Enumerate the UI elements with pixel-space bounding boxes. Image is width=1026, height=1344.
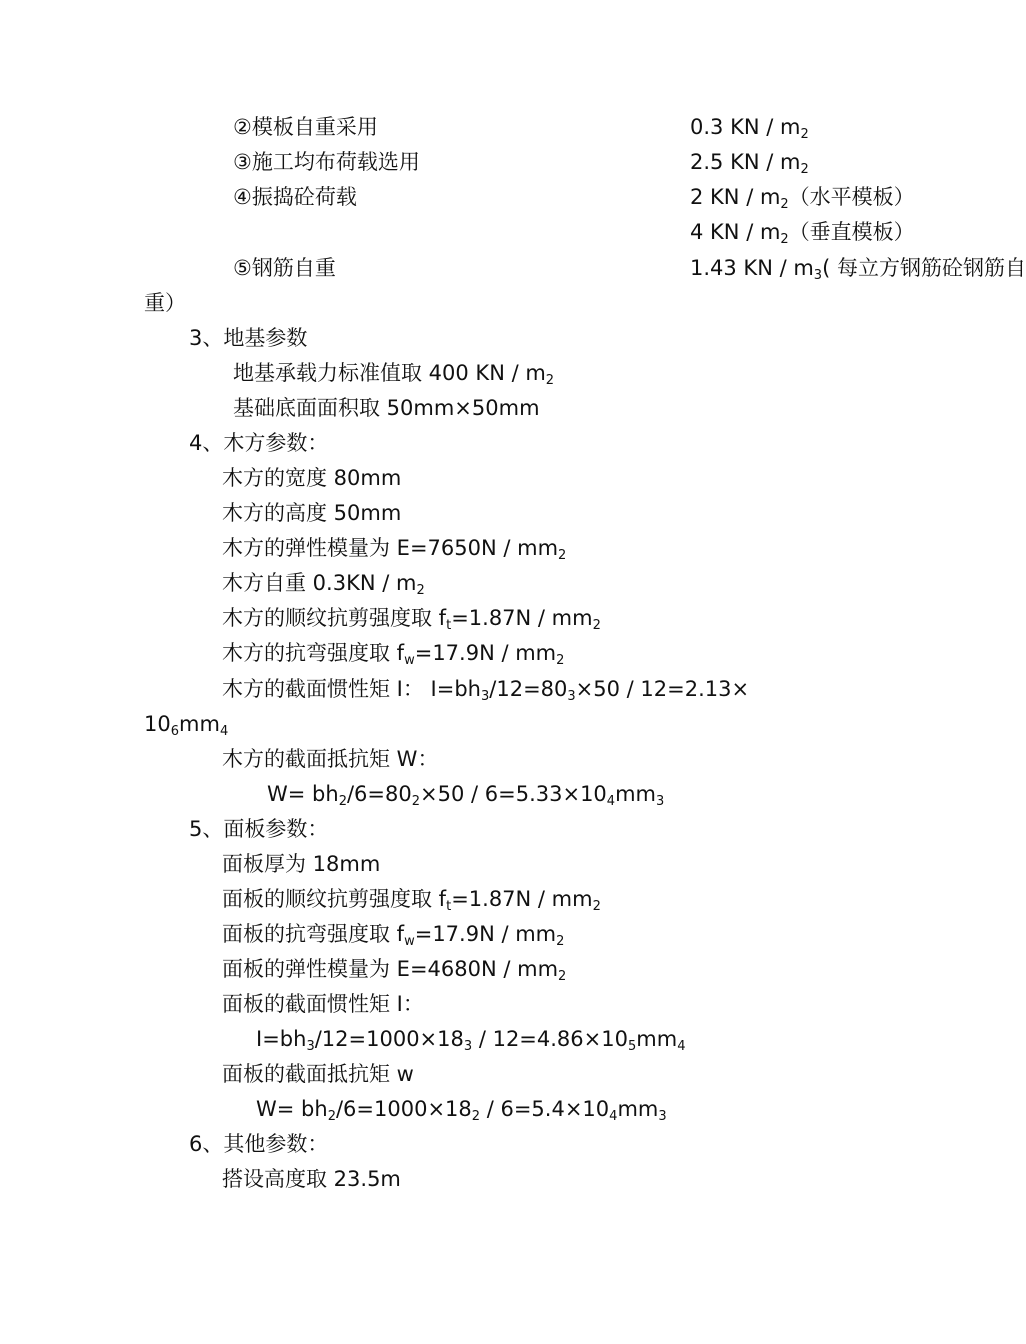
timber-width: 木方的宽度 80mm [222,466,402,490]
timber-shear: 木方的顺纹抗剪强度取 $f_t=1.87N / mm_2$ [222,606,601,633]
foundation-bearing: 地基承载力标准值取 400 KN / $m_2$ [233,361,555,388]
other-height: 搭设高度取 23.5m [222,1167,401,1191]
timber-modulus: 木方的弹性模量为 $E=7650N / mm_2$ [222,536,567,563]
panel-thickness: 面板厚为 18mm [222,852,381,876]
foundation-area: 基础底面面积取 50mm×50mm [233,396,540,420]
timber-section-modulus-formula: $W= bh_2/6=80_2\times 50 / 6=5.33\times 10_4mm_3$ [267,782,665,809]
load-value: 2.5 KN / $m_2$ [690,150,809,177]
load-value: 2 KN / $m_2$（水平模板） [690,185,915,212]
load-value: 4 KN / $m_2$（垂直模板） [690,220,915,247]
panel-heading: 5、面板参数： [189,817,329,841]
timber-section-modulus-label: 木方的截面抵抗矩 W： [222,747,439,771]
timber-inertia-wrap: $10_6mm_4$ [144,712,229,739]
timber-bending: 木方的抗弯强度取 $f_w=17.9N / mm_2$ [222,641,565,668]
timber-heading: 4、木方参数： [189,431,329,455]
load-row-formwork [233,113,809,142]
panel-shear: 面板的顺纹抗剪强度取 $f_t=1.87N / mm_2$ [222,887,601,914]
load-row-rebar [233,254,1026,283]
panel-section-modulus-formula: $W= bh_2/6=1000\times 18_2 / 6=5.4\times 10_4mm_3$ [256,1097,667,1124]
load-row-construction [233,148,809,177]
timber-height: 木方的高度 50mm [222,501,402,525]
load-label: ⑤钢筋自重 [233,256,336,280]
other-heading: 6、其他参数： [189,1132,329,1156]
load-value: 1.43 KN / $m_3$( 每立方钢筋砼钢筋自 [690,256,1026,283]
panel-inertia-formula: $I=bh_3/12=1000\times 18_3 / 12=4.86\times 10_5mm_4$ [256,1027,686,1054]
panel-section-modulus-label: 面板的截面抵抗矩 w [222,1062,414,1086]
timber-inertia: 木方的截面惯性矩 I： $I=bh_3/12=80_3\times 50 / 12=2.13\times$ [222,677,750,704]
load-value: 0.3 KN / $m_2$ [690,115,809,142]
panel-bending: 面板的抗弯强度取 $f_w=17.9N / mm_2$ [222,922,565,949]
timber-weight: 木方自重 $0.3KN / m_2$ [222,571,425,598]
load-label: ④振捣砼荷载 [233,185,357,209]
load-label: ③施工均布荷载选用 [233,150,420,174]
load-label: ②模板自重采用 [233,115,378,139]
load-wrap-line: 重） [144,291,186,315]
foundation-heading: 3、地基参数 [189,326,308,350]
load-row-vibration-horizontal [233,183,915,212]
panel-inertia-label: 面板的截面惯性矩 I： [222,992,424,1016]
panel-modulus: 面板的弹性模量为 $E=4680N / mm_2$ [222,957,567,984]
